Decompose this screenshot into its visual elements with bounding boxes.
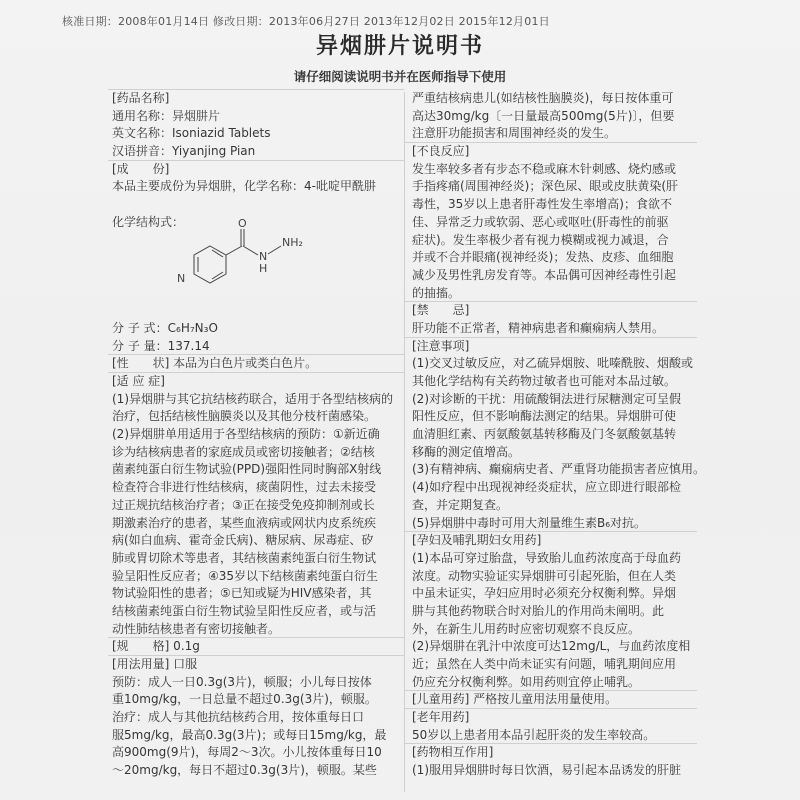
atom-hydrogen: H bbox=[259, 262, 268, 275]
text-line: 50岁以上患者用本品引起肝炎的发生率较高。 bbox=[412, 727, 656, 742]
text-line: (2)异烟肼单用适用于各型结核病的预防：①新近确 bbox=[112, 427, 380, 442]
text-line: 检查符合非进行性结核病，痰菌阴性，过去未接受 bbox=[112, 480, 377, 495]
text-line: 症状)。发生率极少者有视力模糊或视力减退，合 bbox=[412, 232, 669, 247]
text-line: 近；虽然在人类中尚未证实有问题，哺乳期间应用 bbox=[412, 657, 677, 671]
text-line: 其他化学结构有关药物过敏者也可能对本品过敏。 bbox=[412, 374, 677, 388]
amide-bond bbox=[243, 246, 258, 255]
text-line: 外，在新生儿用药时应密切观察不良反应。 bbox=[412, 621, 641, 636]
text-line: (2)异烟肼在乳汁中浓度可达12mg/L，与血药浓度相 bbox=[412, 639, 691, 654]
text-line: 菌素纯蛋白衍生物试验(PPD)强阳性同时胸部X射线 bbox=[112, 462, 382, 477]
document-title: 异烟肼片说明书 bbox=[315, 34, 484, 59]
text-line: 本品主要成份为异烟肼，化学名称：4-吡啶甲酰肼 bbox=[112, 179, 376, 194]
section-separator bbox=[405, 142, 697, 143]
text-line: 诊为结核病患者的家庭成员或密切接触者；②结核 bbox=[112, 444, 375, 459]
pyridine-ring bbox=[194, 246, 226, 283]
text-line: 毒性，35岁以上患者肝毒性发生率增高)；食欲不 bbox=[412, 197, 672, 212]
text-line: 重10mg/kg，一日总量不超过0.3g(3片)，顿服。 bbox=[112, 692, 377, 707]
section-separator bbox=[405, 690, 697, 691]
section-heading-line: [孕妇及哺乳期妇女用药] bbox=[412, 533, 542, 548]
text-line: 期激素治疗的患者，某些血液病或网状内皮系统疾 bbox=[112, 515, 377, 530]
text-line: 治疗，包括结核性脑膜炎以及其他分枝杆菌感染。 bbox=[112, 409, 377, 424]
text-line: 病(如白血病、霍奇金氏病)、糖尿病、尿毒症、矽 bbox=[112, 533, 374, 548]
chemical-structure-diagram bbox=[168, 216, 318, 306]
text-line: 物试验阳性的患者；⑤已知或疑为HIV感染者，其 bbox=[112, 586, 372, 601]
column-divider bbox=[404, 92, 405, 792]
section-heading-line: [药物相互作用] bbox=[412, 745, 494, 760]
text-line: 分 子 式：C₆H₇N₃O bbox=[112, 320, 218, 335]
section-separator bbox=[108, 655, 404, 656]
text-line: 肺或胃切除术等患者，其结核菌素纯蛋白衍生物试 bbox=[112, 550, 377, 565]
section-heading-line: [药品名称] bbox=[112, 91, 170, 105]
text-line: 结核菌素纯蛋白衍生物试验呈阳性反应者，或与活 bbox=[112, 603, 377, 618]
section-heading-line: [禁 忌] bbox=[412, 303, 470, 318]
text-line bbox=[112, 196, 402, 214]
section-heading-line: [不良反应] bbox=[412, 144, 470, 159]
text-line: 肝功能不正常者，精神病患者和癫痫病人禁用。 bbox=[412, 320, 665, 335]
text-line: (4)如疗程中出现视神经炎症状，应立即进行眼部检 bbox=[412, 480, 681, 495]
atom-ring-nitrogen: N bbox=[177, 272, 186, 285]
text-line: 动性肺结核患者有密切接触者。 bbox=[112, 621, 281, 636]
text-line: 注意肝功能损害和周围神经炎的发生。 bbox=[412, 126, 617, 141]
hydrazine-bond bbox=[268, 246, 281, 254]
text-line: 的抽搐。 bbox=[412, 285, 461, 300]
text-line: (2)对诊断的干扰：用硫酸铜法进行尿糖测定可呈假 bbox=[412, 391, 681, 406]
text-line: (3)有精神病、癫痫病史者、严重肾功能损害者应慎用。 bbox=[412, 462, 706, 477]
right-column bbox=[412, 90, 706, 780]
text-line: 减少及男性乳房发育等。本品偶可因神经毒性引起 bbox=[412, 267, 677, 282]
section-heading-line: [儿童用药] 严格按儿童用法用量使用。 bbox=[412, 692, 618, 707]
section-separator bbox=[108, 372, 404, 373]
text-line: 预防：成人一日0.3g(3片)，顿服；小儿每日按体 bbox=[112, 674, 372, 689]
section-separator bbox=[405, 337, 697, 338]
section-heading-line: [用法用量] 口服 bbox=[112, 657, 198, 671]
ring-carbonyl-bond bbox=[226, 246, 242, 255]
text-line: (5)异烟肼中毒时可用大剂量维生素B₆对抗。 bbox=[412, 515, 647, 530]
section-separator bbox=[405, 708, 697, 709]
text-line: 高达30mg/kg〔一日量最高500mg(5片)〕，但要 bbox=[412, 108, 675, 123]
text-line: 阳性反应，但不影响酶法测定的结果。异烟肼可使 bbox=[412, 409, 677, 424]
text-line: 高900mg(9片)，每周2～3次。小儿按体重每日10 bbox=[112, 745, 382, 760]
atom-oxygen: O bbox=[238, 217, 247, 230]
text-line: 移酶的测定值增高。 bbox=[412, 444, 521, 459]
text-line: 查，并定期复查。 bbox=[412, 497, 509, 512]
section-separator bbox=[108, 637, 404, 638]
text-line: 仍应充分权衡利弊。如用药则宜停止哺乳。 bbox=[412, 674, 641, 689]
text-line: 分 子 量：137.14 bbox=[112, 338, 210, 353]
text-line: 验呈阳性反应者；④35岁以下结核菌素纯蛋白衍生 bbox=[112, 568, 379, 583]
text-line: 发生率较多者有步态不稳或麻木针刺感、烧灼感或 bbox=[412, 161, 677, 176]
left-column bbox=[112, 90, 402, 780]
section-heading-line: [注意事项] bbox=[412, 338, 470, 353]
section-separator bbox=[405, 301, 697, 302]
section-heading-line: [性 状] 本品为白色片或类白色片。 bbox=[112, 356, 318, 371]
atom-nitrogen: N bbox=[259, 250, 268, 263]
approval-dates: 核准日期：2008年01月14日 修改日期：2013年06月27日 2013年12月02日 2015年12月01日 bbox=[62, 15, 550, 28]
text-line: 手指疼痛(周围神经炎)；深色尿、眼或皮肤黄染(肝 bbox=[412, 179, 679, 194]
text-line: 英文名称：Isoniazid Tablets bbox=[112, 126, 271, 141]
section-heading-line: [规 格] 0.1g bbox=[112, 639, 200, 654]
text-line: (1)本品可穿过胎盘，导致胎儿血药浓度高于母血药 bbox=[412, 550, 681, 565]
text-line: 服5mg/kg，最高0.3g(3片)；或每日15mg/kg，最 bbox=[112, 727, 387, 742]
text-line: (1)服用异烟肼时每日饮酒，易引起本品诱发的肝脏 bbox=[412, 763, 681, 778]
atom-nh2: NH₂ bbox=[282, 236, 303, 249]
isoniazid-structure bbox=[168, 216, 318, 306]
section-separator bbox=[405, 743, 697, 744]
ring-double-bond bbox=[212, 272, 223, 279]
text-line: 佳、异常乏力或软弱、恶心或呕吐(肝毒性的前驱 bbox=[412, 214, 669, 229]
text-line: (1)异烟肼与其它抗结核药联合，适用于各型结核病的 bbox=[112, 391, 394, 406]
text-line: 中虽未证实，孕妇应用时必须充分权衡利弊。异烟 bbox=[412, 586, 677, 601]
section-separator bbox=[108, 160, 404, 161]
text-line: 肼与其他药物联合时对胎儿的作用尚未阐明。此 bbox=[412, 603, 665, 618]
text-line: 汉语拼音：Yiyanjing Pian bbox=[112, 144, 256, 159]
text-line: 并或不合并眼痛(视神经炎)；发热、皮疹、血细胞 bbox=[412, 250, 674, 265]
text-line: 通用名称：异烟肼片 bbox=[112, 108, 221, 123]
text-line: 治疗：成人与其他抗结核药合用，按体重每日口 bbox=[112, 710, 365, 725]
text-line: 严重结核病患儿(如结核性脑膜炎)，每日按体重可 bbox=[412, 91, 674, 105]
text-line: 浓度。动物实验证实异烟肼可引起死胎，但在人类 bbox=[412, 568, 677, 583]
section-heading-line: [成 份] bbox=[112, 161, 170, 176]
section-heading-line: [老年用药] bbox=[412, 710, 470, 725]
section-heading-line: [适 应 症] bbox=[112, 374, 165, 388]
section-separator bbox=[108, 89, 404, 90]
text-line: ～20mg/kg，每日不超过0.3g(3片)，顿服。某些 bbox=[112, 763, 377, 778]
document-subtitle: 请仔细阅读说明书并在医师指导下使用 bbox=[293, 69, 507, 84]
ring-double-bond bbox=[212, 250, 223, 257]
text-line: (1)交叉过敏反应，对乙硫异烟胺、吡嗪酰胺、烟酸或 bbox=[412, 356, 694, 371]
text-line: 过正规抗结核治疗者；③正在接受免疫抑制剂或长 bbox=[112, 497, 375, 512]
text-line: 血清胆红素、丙氨酸氨基转移酶及门冬氨酸氨基转 bbox=[412, 427, 677, 442]
section-separator bbox=[108, 354, 404, 355]
section-separator bbox=[405, 531, 697, 532]
text-line: 化学结构式： bbox=[112, 214, 185, 229]
